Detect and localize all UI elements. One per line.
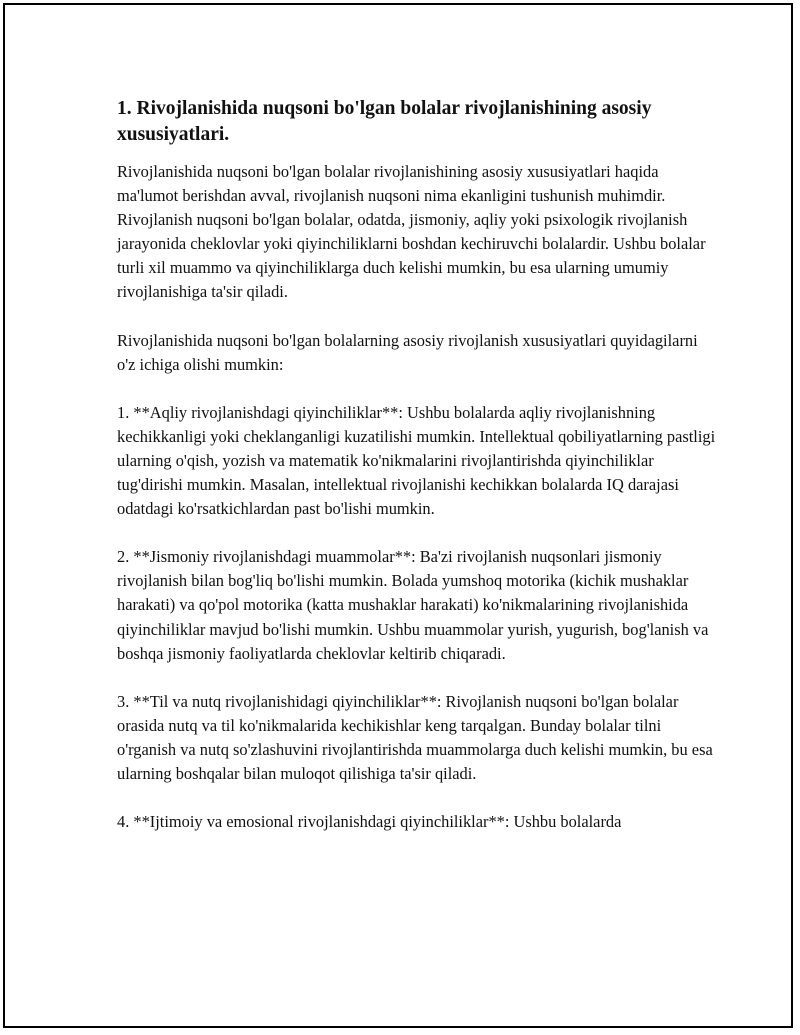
paragraph-item-1: 1. **Aqliy rivojlanishdagi qiyinchiliklar**: Ushbu bolalarda aqliy rivojlanishning kechikkanligi yoki cheklanganligi kuzatilishi mumkin. Intellektual qobiliyatlarning pastligi ularning o'qish, yozish va matematik ko'nikmalarini rivojlantirishda qiyinchiliklar tug'dirishi mumkin. Masalan, intellektual rivojlanishi kechikkan bolalarda IQ darajasi odatdagi ko'rsatkichlardan past bo'lishi mumkin. [117,402,716,519]
paragraph-item-2: 2. **Jismoniy rivojlanishdagi muammolar**: Ba'zi rivojlanish nuqsonlari jismoniy rivojlanish bilan bog'liq bo'lishi mumkin. Bolada yumshoq motorika (kichik mushaklar harakati) va qo'pol motorika (katta mushaklar harakati) ko'nikmalarining rivojlanishida qiyinchiliklar mavjud bo'lishi mumkin. Ushbu muammolar yurish, yugurish, bog'lanish va boshqa jismoniy faoliyatlarda cheklovlar keltirib chiqaradi. [117,547,709,663]
document-body [117,96,717,858]
document-heading: 1. Rivojlanishida nuqsoni bo'lgan bolalar rivojlanishining asosiy xususiyatlari. [117,98,652,145]
paragraph-item-4: 4. **Ijtimoiy va emosional rivojlanishdagi qiyinchiliklar**: Ushbu bolalarda [117,812,622,832]
paragraph-item-3: 3. **Til va nutq rivojlanishidagi qiyinchiliklar**: Rivojlanish nuqsoni bo'lgan bolalar orasida nutq va til ko'nikmalarida kechikishlar keng tarqalgan. Bunday bolalar tilni o'rganish va nutq so'zlashuvini rivojlantirishda muammolarga duch kelishi mumkin, bu esa ularning boshqalar bilan muloqot qilishiga ta'sir qiladi. [117,691,713,783]
paragraph-intro: Rivojlanishida nuqsoni bo'lgan bolalar rivojlanishining asosiy xususiyatlari haqida ma'lumot berishdan avval, rivojlanish nuqsoni nima ekanligini tushunish muhimdir. Rivojlanish nuqsoni bo'lgan bolalar, odatda, jismoniy, aqliy yoki psixologik rivojlanish jarayonida cheklovlar yoki qiyinchiliklarni boshdan kechiruvchi bolalardir. Ushbu bolalar turli xil muammo va qiyinchiliklarga duch kelishi mumkin, bu esa ularning umumiy rivojlanishiga ta'sir qiladi. [117,162,706,302]
paragraph-list-lead: Rivojlanishida nuqsoni bo'lgan bolalarning asosiy rivojlanish xususiyatlari quyidagilarni o'z ichiga olishi mumkin: [117,330,698,374]
